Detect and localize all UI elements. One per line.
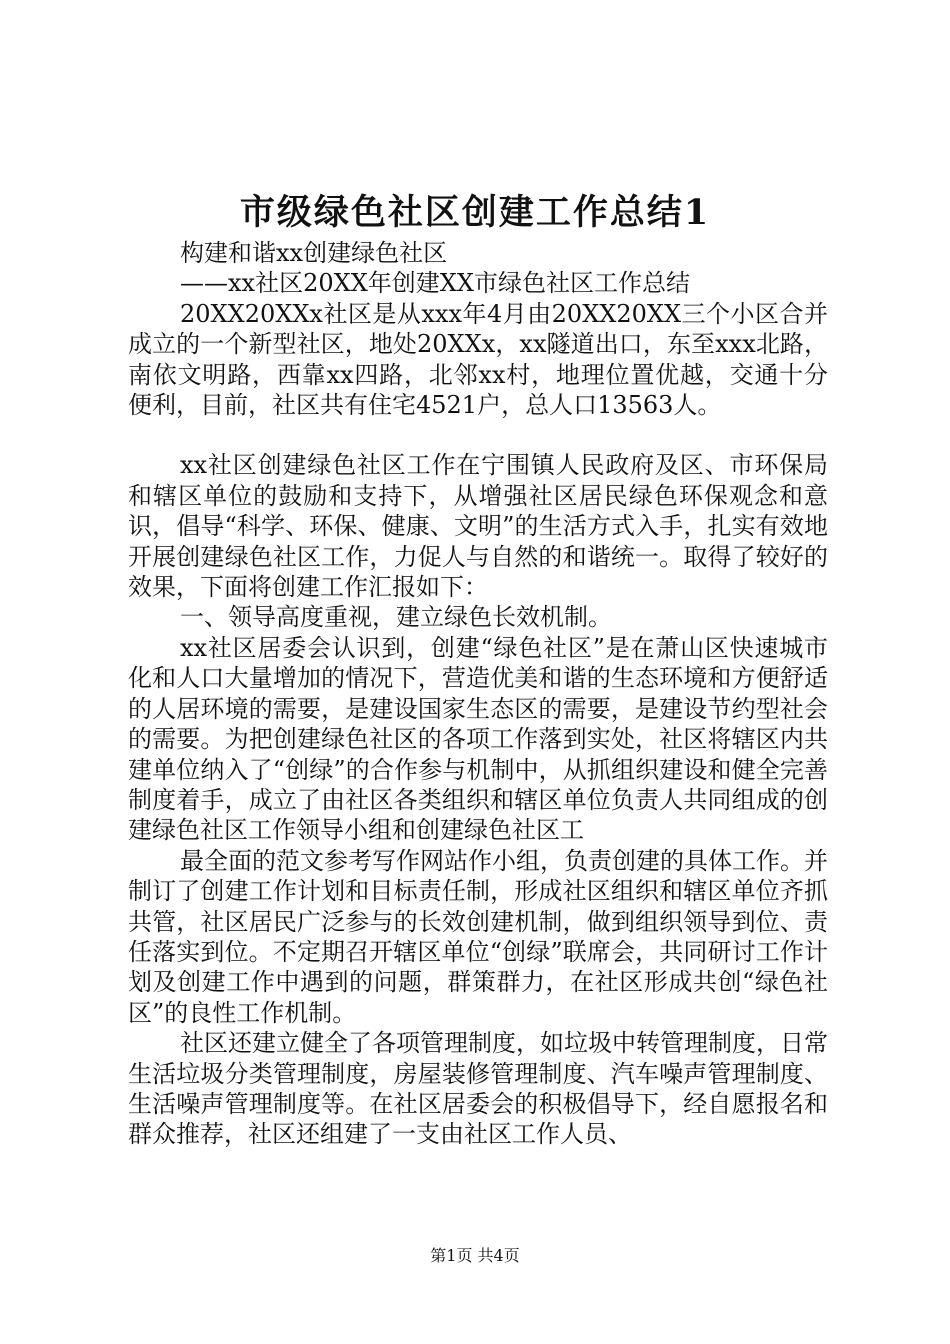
body-paragraph: xx社区居委会认识到，创建“绿色社区”是在萧山区快速城市化和人口大量增加的情况下，营造优美和谐的生态环境和方便舒适的人居环境的需要，是建设国家生态区的需要，是建设节约型社会的需要。为把创建绿色社区的各项工作落到实处，社区将辖区内共建单位纳入了“创绿”的合作参与机制中，从抓组织建设和健全完善制度着手，成立了由社区各类组织和辖区单位负责人共同组成的创建绿色社区工作领导小组和创建绿色社区工: [128, 633, 828, 845]
body-paragraph: xx社区创建绿色社区工作在宁围镇人民政府及区、市环保局和辖区单位的鼓励和支持下，从增强社区居民绿色环保观念和意识，倡导“科学、环保、健康、文明”的生活方式入手，扎实有效地开展创建绿色社区工作，力促人与自然的和谐统一。取得了较好的效果，下面将创建工作汇报如下：: [128, 451, 828, 602]
document-body: [128, 238, 828, 1150]
body-paragraph: 20XX20XXx社区是从xxx年4月由20XX20XX三个小区合并成立的一个新型社区，地处20XXx，xx隧道出口，东至xxx北路，南依文明路，西靠xx四路，北邻xx村，地理位置优越，交通十分便利，目前，社区共有住宅4521户，总人口13563人。: [128, 299, 828, 420]
subtitle-line: ——xx社区20XX年创建XX市绿色社区工作总结: [180, 269, 690, 298]
body-paragraph: 社区还建立健全了各项管理制度，如垃圾中转管理制度，日常生活垃圾分类管理制度，房屋装修管理制度、汽车噪声管理制度、生活噪声管理制度等。在社区居委会的积极倡导下，经自愿报名和群众推荐，社区还组建了一支由社区工作人员、: [128, 1029, 828, 1149]
page-footer: 第1页 共4页: [430, 1246, 520, 1265]
subtitle-line: 构建和谐xx创建绿色社区: [180, 239, 448, 267]
section-heading: 一、领导高度重视，建立绿色长效机制。: [180, 603, 612, 632]
body-paragraph: 最全面的范文参考写作网站作小组，负责创建的具体工作。并制订了创建工作计划和目标责任制，形成社区组织和辖区单位齐抓共管，社区居民广泛参与的长效创建机制，做到组织领导到位、责任落实到位。不定期召开辖区单位“创绿”联席会，共同研讨工作计划及创建工作中遇到的问题，群策群力，在社区形成共创“绿色社区”的良性工作机制。: [128, 846, 828, 1027]
document-title: 市级绿色社区创建工作总结1: [239, 192, 711, 233]
